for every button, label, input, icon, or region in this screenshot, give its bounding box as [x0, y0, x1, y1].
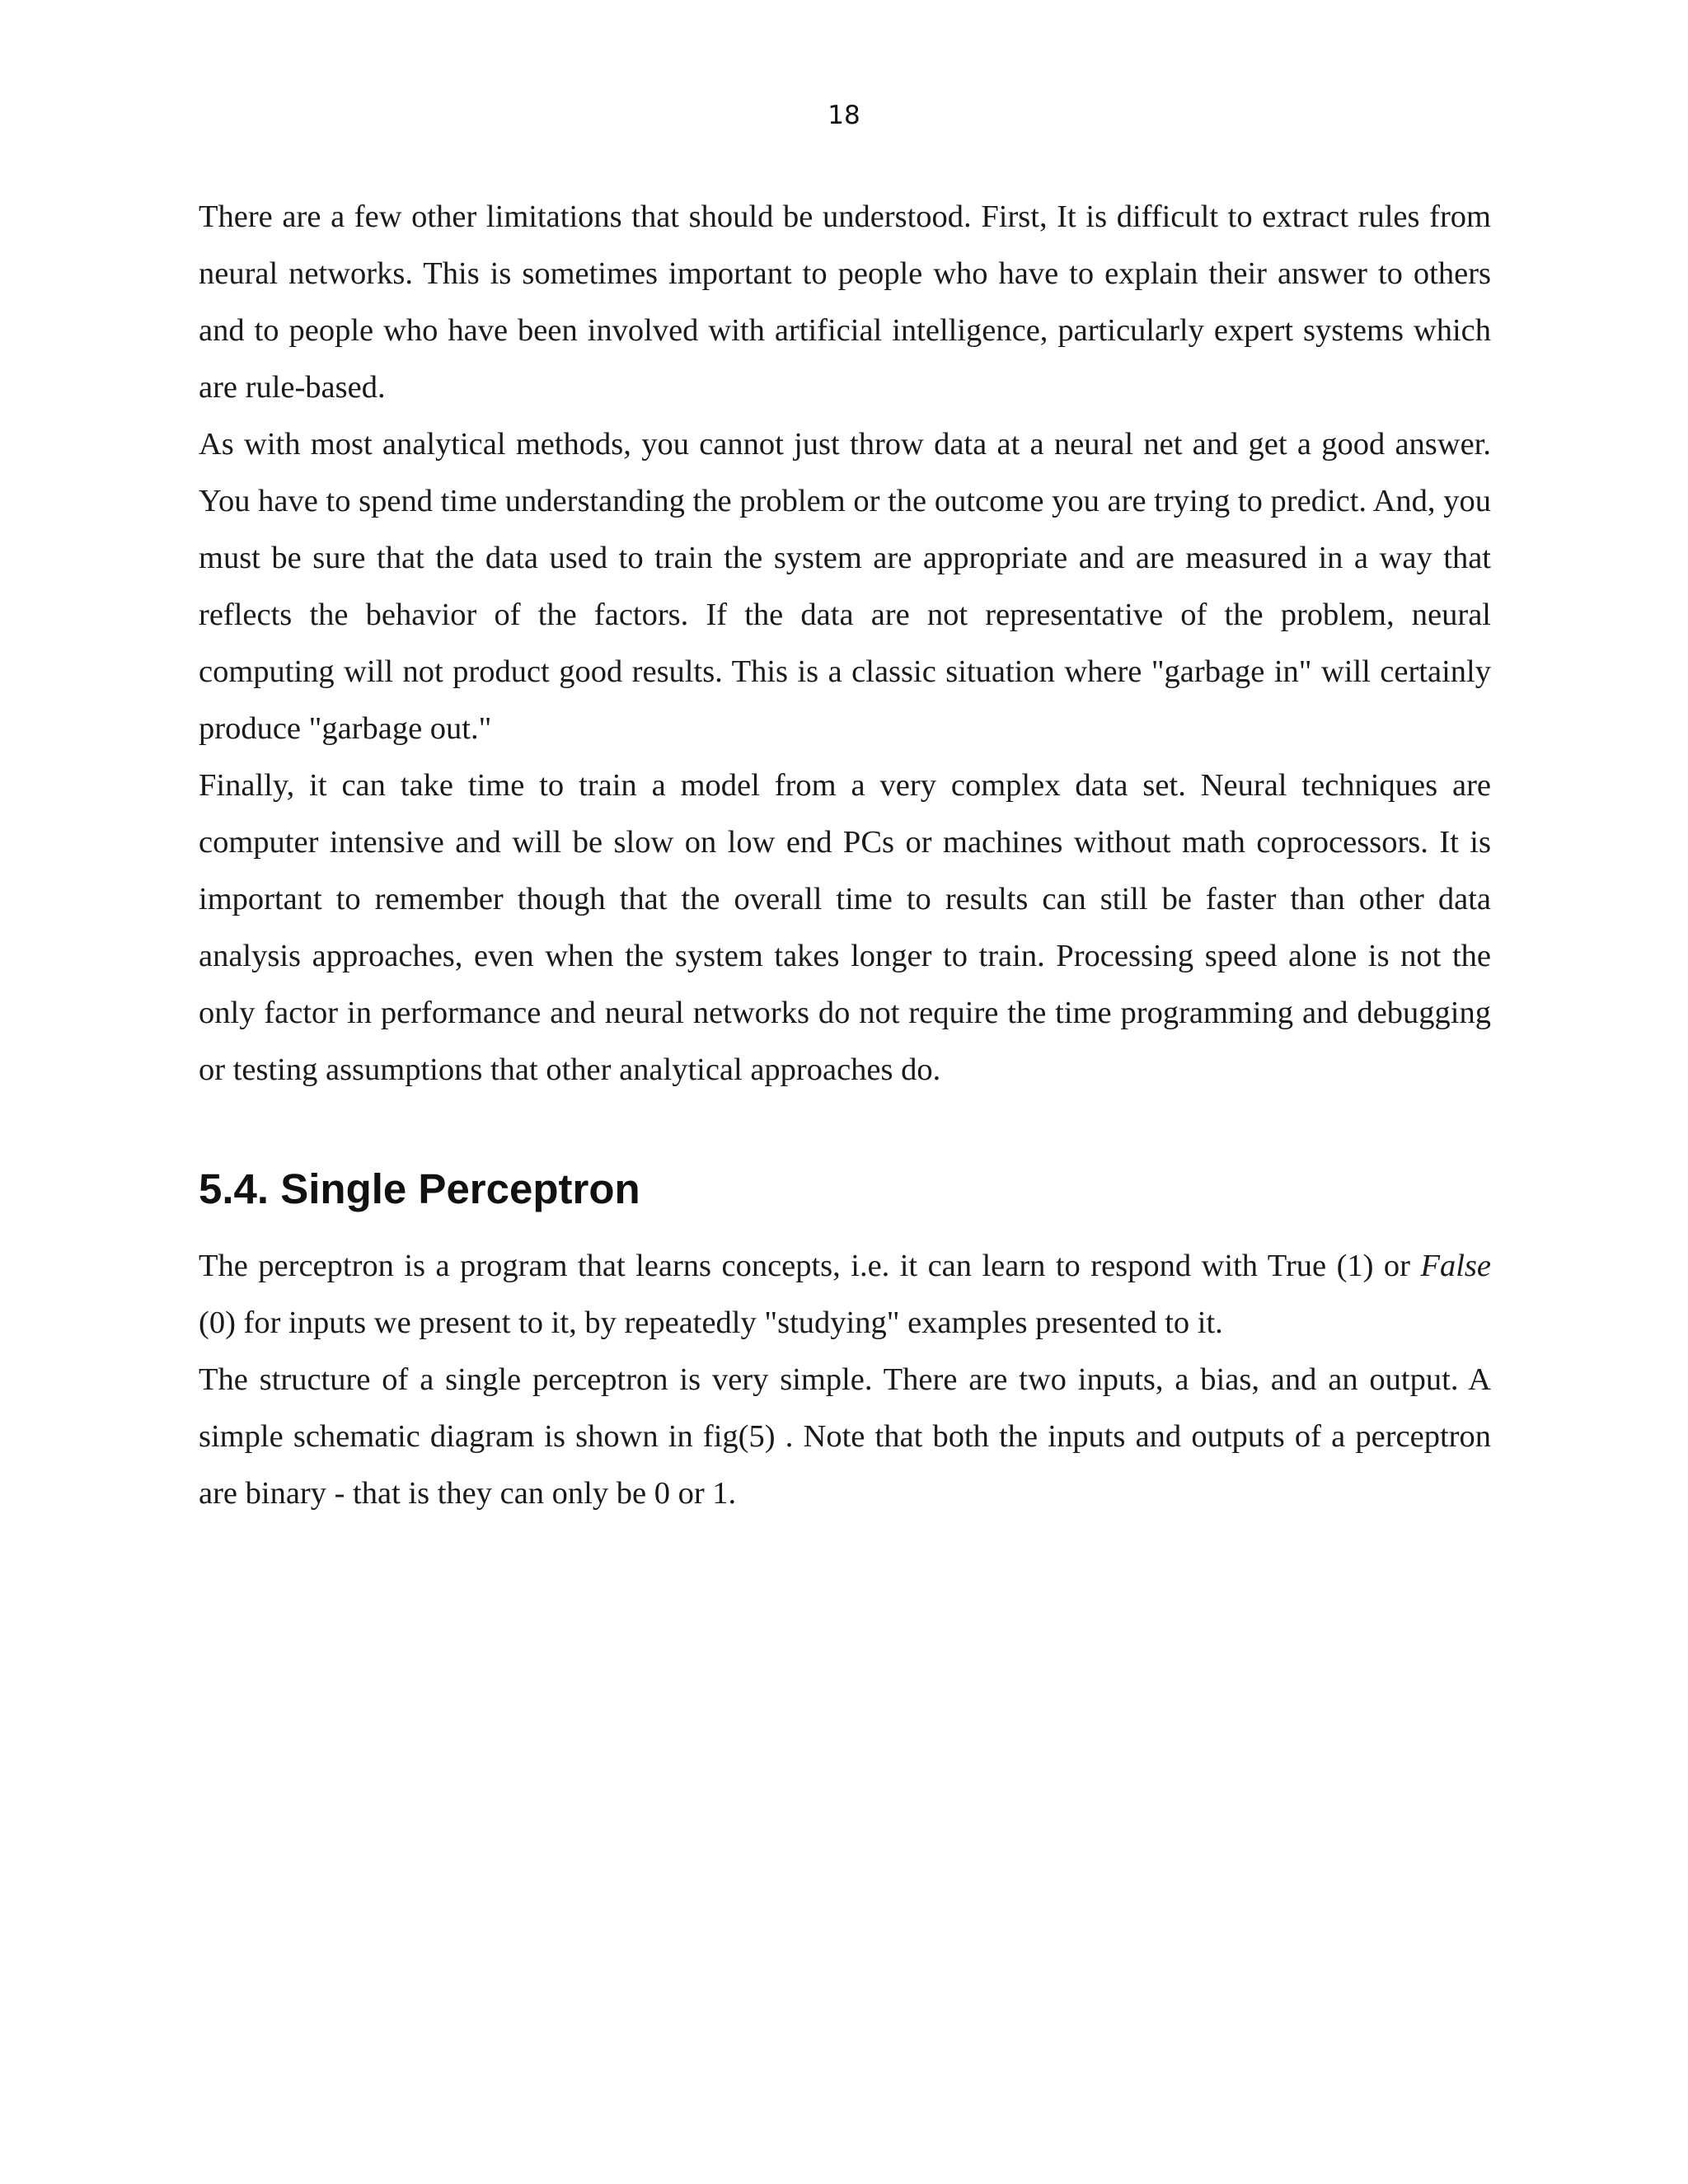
false-word-italic: False: [1420, 1249, 1491, 1283]
paragraph-analytical-methods: As with most analytical methods, you cannot just throw data at a neural net and get a good answer. You have to spend time understanding the problem or the outcome you are trying to predict. And, you must be sure that the data used to train the system are appropriate and are measured in a way that reflects the behavior of the factors. If the data are not representative of the problem, neural computing will not product good results. This is a classic situation where "garbage in" will certainly produce "garbage out.": [199, 427, 1491, 746]
paragraph-perceptron-concepts: [199, 1238, 1491, 1352]
limitations-text-block: [199, 189, 1491, 1099]
page-number: 18: [828, 101, 860, 130]
paragraph-limitations-rules: There are a few other limitations that should be understood. First, It is difficult to extract rules from neural networks. This is sometimes important to people who have to explain their answer to others and to people who have been involved with artificial intelligence, particularly expert systems which are rule-based.: [199, 199, 1491, 405]
paragraph-training-time: Finally, it can take time to train a model from a very complex data set. Neural techniques are computer intensive and will be slow on low end PCs or machines without math coprocessors. It is important to remember though that the overall time to results can still be faster than other data analysis approaches, even when the system takes longer to train. Processing speed alone is not the only factor in performance and neural networks do not require the time programming and debugging or testing assumptions that other analytical approaches do.: [199, 768, 1491, 1087]
perceptron-text-part-a: The perceptron is a program that learns concepts, i.e. it can learn to respond with True (1) or: [199, 1249, 1421, 1283]
section-heading: 5.4. Single Perceptron: [199, 1165, 640, 1212]
perceptron-text-block: [199, 1238, 1491, 1522]
perceptron-text-part-b: (0) for inputs we present to it, by repeatedly "studying" examples presented to it.: [199, 1305, 1223, 1340]
paragraph-perceptron-structure: The structure of a single perceptron is very simple. There are two inputs, a bias, and an output. A simple schematic diagram is shown in fig(5) . Note that both the inputs and outputs of a perceptron are binary - that is they can only be 0 or 1.: [199, 1362, 1491, 1511]
